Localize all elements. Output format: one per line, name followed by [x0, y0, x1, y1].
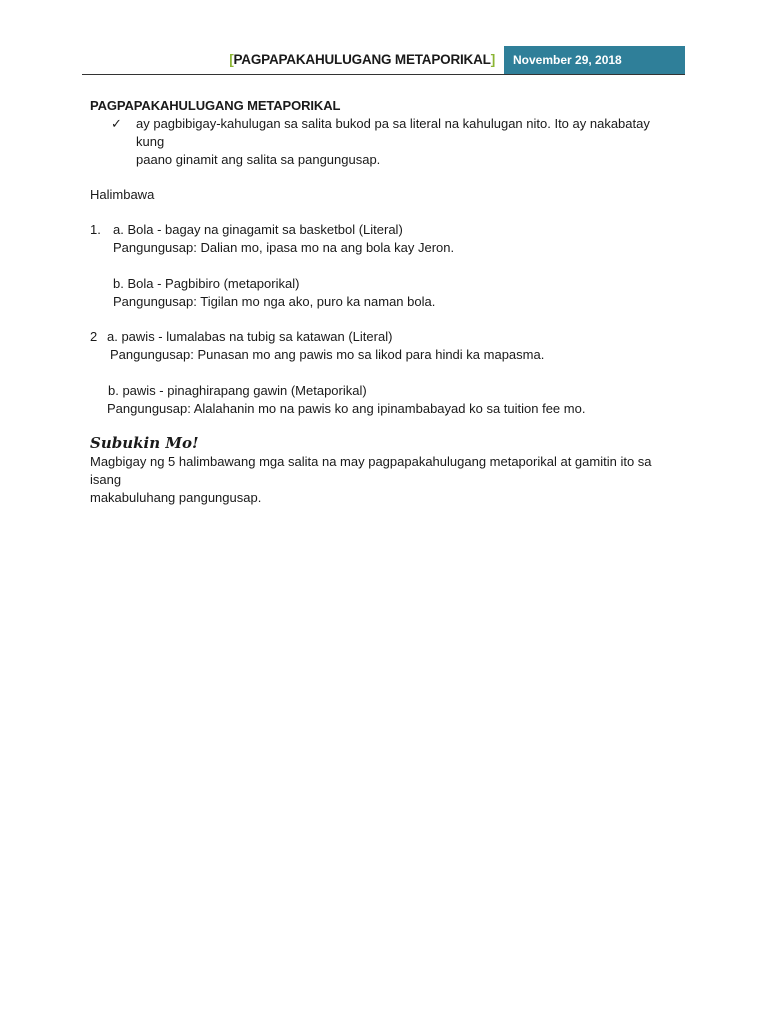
- example-2a-sentence: Pangungusap: Punasan mo ang pawis mo sa likod para hindi ka mapasma.: [110, 347, 545, 362]
- header-divider: [82, 74, 685, 75]
- definition-line-1: ay pagbibigay-kahulugan sa salita bukod pa sa literal na kahulugan nito. Ito ay nakabatay kung: [136, 116, 650, 149]
- definition-line-2: paano ginamit ang salita sa pangungusap.: [136, 152, 381, 167]
- header-title-text: PAGPAPAKAHULUGANG METAPORIKAL: [233, 52, 491, 67]
- section-title: PAGPAPAKAHULUGANG METAPORIKAL: [90, 98, 341, 113]
- example-1a-word: a. Bola - bagay na ginagamit sa basketbol (Literal): [113, 222, 403, 237]
- header-title: [229, 52, 495, 67]
- example-2-number: 2: [90, 329, 98, 344]
- example-2a-word: a. pawis - lumalabas na tubig sa katawan (Literal): [107, 329, 393, 344]
- header-bracket-open: [: [229, 52, 234, 67]
- document-body: [90, 97, 670, 507]
- header-date-box: November 29, 2018: [504, 46, 685, 74]
- example-1a-sentence: Pangungusap: Dalian mo, ipasa mo na ang bola kay Jeron.: [113, 240, 455, 255]
- example-2b-word: b. pawis - pinaghirapang gawin (Metaporikal): [108, 383, 367, 398]
- example-1b-word: b. Bola - Pagbibiro (metaporikal): [113, 276, 300, 291]
- exercise-line-2: makabuluhang pangungusap.: [90, 490, 262, 505]
- examples-heading: Halimbawa: [90, 187, 155, 202]
- header-bracket-close: ]: [490, 52, 495, 67]
- example-item-1: [90, 221, 670, 311]
- definition-bullet: [90, 115, 670, 169]
- exercise-line-1: Magbigay ng 5 halimbawang mga salita na may pagpapakahulugang metaporikal at gamitin ito sa isang: [90, 454, 652, 487]
- example-item-2: [90, 328, 670, 418]
- example-1b-sentence: Pangungusap: Tigilan mo nga ako, puro ka naman bola.: [113, 294, 436, 309]
- checkmark-icon: ✓: [111, 116, 122, 131]
- page-header: [82, 46, 685, 74]
- exercise-title: Subukin Mo!: [90, 434, 199, 452]
- example-1-number: 1.: [90, 222, 101, 237]
- example-2b-sentence: Pangungusap: Alalahanin mo na pawis ko ang ipinambabayad ko sa tuition fee mo.: [107, 401, 586, 416]
